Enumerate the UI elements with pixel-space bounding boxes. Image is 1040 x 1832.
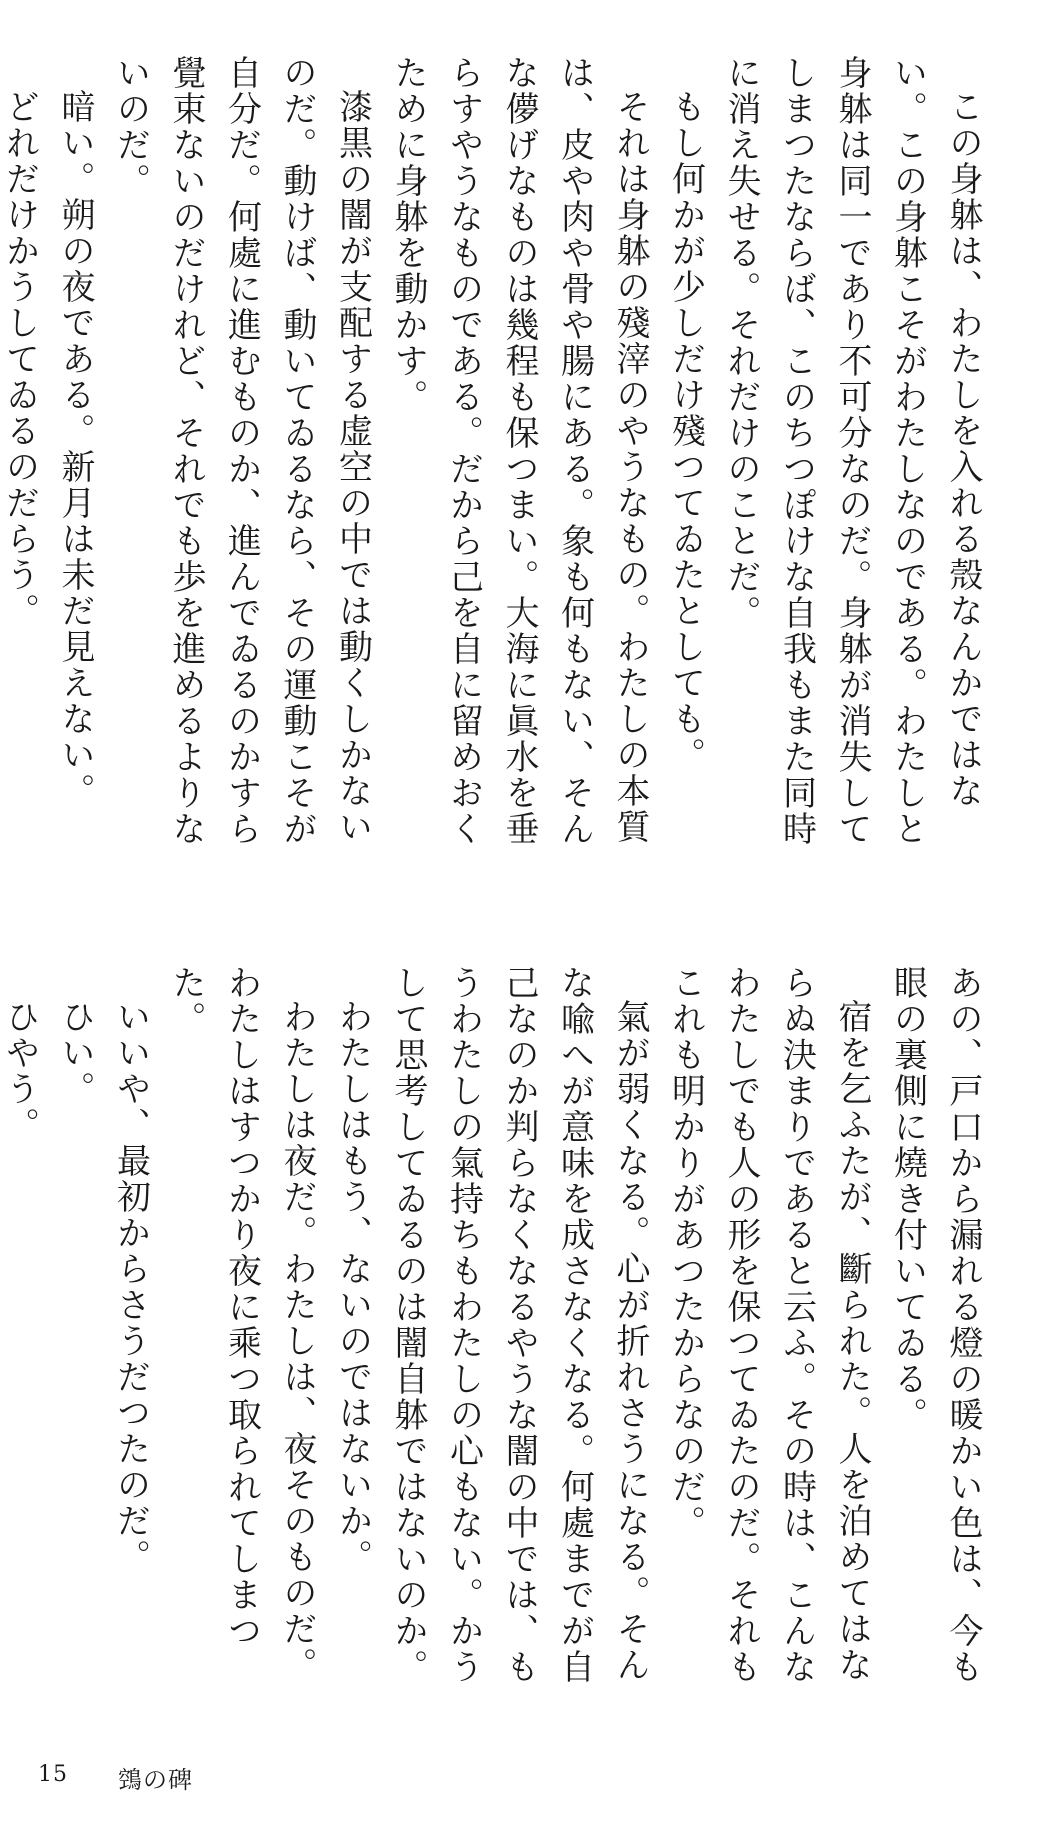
lower-text-block: [0, 965, 990, 1705]
paragraph: あの、戸口から漏れる燈の暖かい色は、今も眼の裏側に燒き付いてゐる。: [887, 965, 983, 1685]
paragraph: この身躰は、わたしを入れる殼なんかではない。この身躰こそがわたしなのである。わたしと身躰は同一であり不可分なのだ。身躰が消失してしまつたならば、このちつぽけな自我もまた同時に消え失せる。それだけのことだ。: [721, 55, 983, 847]
paragraph: もし何かが少しだけ殘つてゐたとしても。: [665, 89, 706, 773]
paragraph: 漆黒の闇が支配する虚空の中では動くしかないのだ。動けば、動いてゐるなら、その運動こそが自分だ。何處に進むものか、進んでゐるのかすら覺束ないのだけれど、それでも歩を進めるよりないのだ。: [110, 55, 373, 847]
paragraph: 宿を乞ふたが、斷られた。人を泊めてはならぬ決まりであると云ふ。その時は、こんなわたしでも人の形を保つてゐたのだ。それもこれも明かりがあつたからなのだ。: [665, 965, 872, 1685]
upper-text-block: [0, 55, 990, 855]
paragraph: ひい。: [55, 999, 95, 1107]
paragraph: 氣が弱くなる。心が折れさうになる。そんな喩へが意味を成さなくなる。何處までが自己なのか判らなくなるやうな闇の中では、もうわたしの氣持ちもわたしの心もない。かうして思考してゐるのは闇自躰ではないのか。: [388, 965, 650, 1685]
paragraph: いいや、最初からさうだつたのだ。: [110, 999, 151, 1575]
paragraph: ひやう。: [0, 999, 40, 1143]
paragraph: わたしは夜だ。わたしは、夜そのものだ。わたしはすつかり夜に乘つ取られてしまつた。: [166, 965, 317, 1683]
paragraph: わたしはもう、ないのではないか。: [332, 999, 373, 1575]
running-title: 鵼の碑: [118, 1766, 193, 1794]
paragraph: 暗い。朔の夜である。新月は未だ見えない。: [55, 89, 95, 809]
paragraph: それは身躰の殘滓のやうなもの。わたしの本質は、皮や肉や骨や腸にある。象も何もない、そんな儚げなものは幾程も保つまい。大海に眞水を垂らすやうなものである。だから己を自に留めおくために身躰を動かす。: [388, 55, 650, 847]
page-number: 15: [38, 1762, 68, 1787]
paragraph: どれだけかうしてゐるのだらう。: [0, 89, 40, 629]
